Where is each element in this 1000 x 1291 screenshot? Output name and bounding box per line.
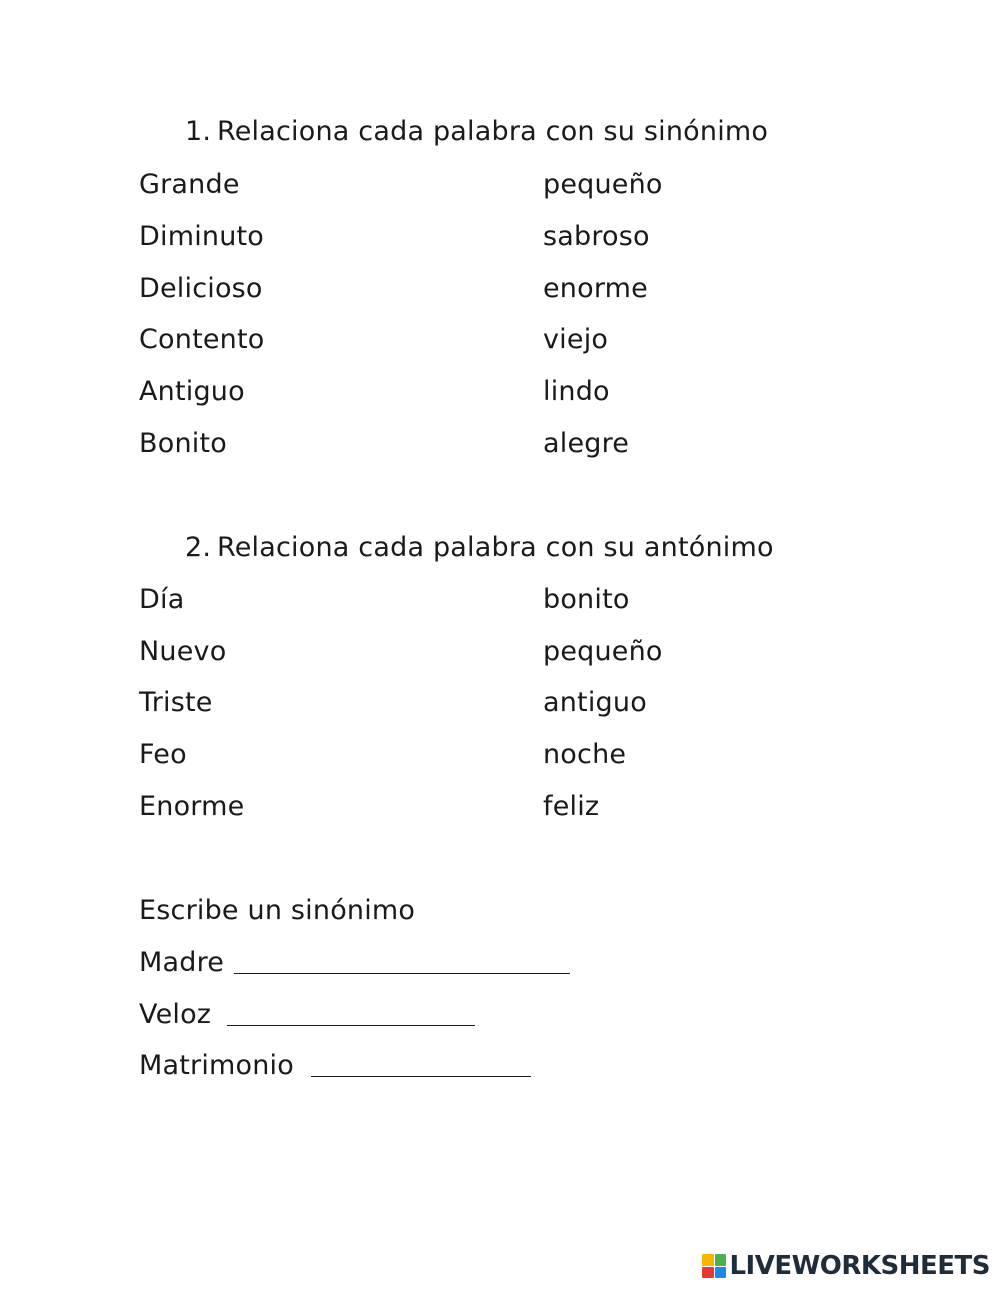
answer-blank[interactable]	[234, 947, 570, 974]
antonym-right-word[interactable]: bonito	[543, 584, 630, 615]
section-2-heading	[185, 532, 774, 563]
synonym-right-word[interactable]: pequeño	[543, 169, 663, 200]
fill-row-madre	[139, 947, 570, 978]
section-3-title: Escribe un sinónimo	[139, 895, 416, 926]
answer-blank[interactable]	[311, 1050, 531, 1077]
section-2-title: Relaciona cada palabra con su antónimo	[217, 532, 774, 563]
synonym-right-word[interactable]: sabroso	[543, 221, 650, 252]
antonym-left-word[interactable]: Nuevo	[139, 636, 227, 667]
fill-label: Madre	[139, 947, 225, 978]
section-1-title: Relaciona cada palabra con su sinónimo	[217, 116, 769, 147]
fill-label: Matrimonio	[139, 1050, 294, 1081]
liveworksheets-logo	[702, 1251, 990, 1281]
synonym-right-word[interactable]: lindo	[543, 376, 610, 407]
answer-blank[interactable]	[227, 999, 475, 1026]
synonym-left-word[interactable]: Grande	[139, 169, 240, 200]
antonym-right-word[interactable]: feliz	[543, 791, 600, 822]
antonym-left-word[interactable]: Día	[139, 584, 185, 615]
fill-label: Veloz	[139, 999, 212, 1030]
synonym-left-word[interactable]: Bonito	[139, 428, 227, 459]
fill-row-veloz	[139, 999, 475, 1030]
antonym-right-word[interactable]: antiguo	[543, 687, 647, 718]
antonym-left-word[interactable]: Triste	[139, 687, 213, 718]
antonym-right-word[interactable]: pequeño	[543, 636, 663, 667]
synonym-right-word[interactable]: viejo	[543, 324, 609, 355]
section-2-number: 2.	[185, 532, 212, 563]
antonym-left-word[interactable]: Feo	[139, 739, 187, 770]
liveworksheets-mark-icon	[702, 1254, 726, 1278]
synonym-left-word[interactable]: Contento	[139, 324, 265, 355]
section-1-heading	[185, 116, 768, 147]
synonym-right-word[interactable]: enorme	[543, 273, 648, 304]
synonym-left-word[interactable]: Delicioso	[139, 273, 263, 304]
brand-name: LIVEWORKSHEETS	[729, 1251, 990, 1281]
fill-row-matrimonio	[139, 1050, 531, 1081]
synonym-left-word[interactable]: Diminuto	[139, 221, 265, 252]
section-1-number: 1.	[185, 116, 212, 147]
antonym-right-word[interactable]: noche	[543, 739, 627, 770]
synonym-right-word[interactable]: alegre	[543, 428, 630, 459]
synonym-left-word[interactable]: Antiguo	[139, 376, 245, 407]
antonym-left-word[interactable]: Enorme	[139, 791, 245, 822]
